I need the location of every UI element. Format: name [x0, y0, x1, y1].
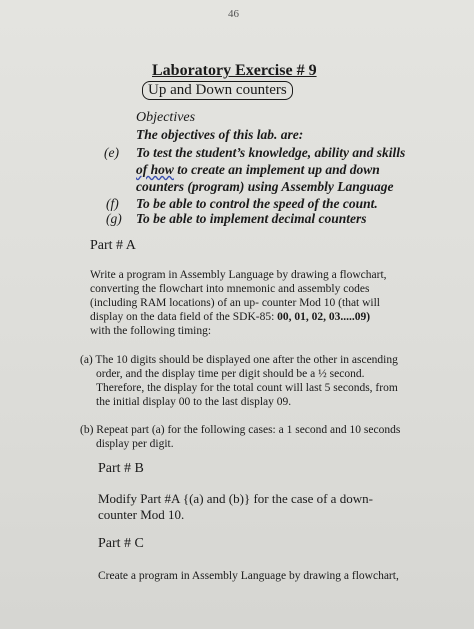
part-a-line-5: with the following timing: — [90, 325, 212, 337]
objective-e-line-3: counters (program) using Assembly Language — [136, 179, 394, 194]
part-a-line-1: Write a program in Assembly Language by drawing a flowchart, — [90, 269, 387, 281]
part-a-display-sequence: 00, 01, 02, 03.....09) — [277, 311, 371, 323]
part-a-heading: Part # A — [90, 238, 136, 253]
part-a-a-line-2: order, and the display time per digit should be a ½ second. — [96, 368, 365, 380]
part-a-line-3: (including RAM locations) of an up- counter Mod 10 (that will — [90, 297, 381, 309]
page-number: 46 — [228, 8, 239, 20]
page-subtitle: Up and Down counters — [142, 81, 293, 100]
objectives-heading: Objectives — [136, 110, 196, 125]
page-title: Laboratory Exercise # 9 — [152, 62, 317, 79]
part-a-line-4-text: display on the data field of the SDK-85: — [90, 311, 275, 323]
part-b-heading: Part # B — [98, 461, 144, 476]
part-a-b-line-2: display per digit. — [96, 438, 174, 450]
handwritten-correction: of how — [136, 162, 174, 177]
objective-marker-e: (e) — [104, 145, 119, 160]
part-b-line-1: Modify Part #A {(a) and (b)} for the case of a down- — [98, 491, 373, 506]
part-a-line-2: converting the flowchart into mnemonic and assembly codes — [90, 283, 370, 295]
part-a-line-4 — [90, 310, 370, 324]
objective-f-line: To be able to control the speed of the count. — [136, 196, 378, 211]
objective-e-line-1: To test the student’s knowledge, ability and skills — [136, 145, 406, 160]
part-a-b-line-1: (b) Repeat part (a) for the following cases: a 1 second and 10 seconds — [80, 424, 401, 436]
objectives-intro: The objectives of this lab. are: — [136, 127, 304, 142]
objective-marker-f: (f) — [106, 196, 119, 211]
part-a-a-line-4: the initial display 00 to the last display 09. — [96, 396, 292, 408]
objective-g-line: To be able to implement decimal counters — [136, 211, 367, 226]
objective-e-line-2: of how to create an implement up and down — [136, 162, 380, 177]
objective-marker-g: (g) — [106, 211, 122, 226]
part-c-line-1: Create a program in Assembly Language by drawing a flowchart, — [98, 570, 399, 582]
part-a-a-line-3: Therefore, the display for the total count will last 5 seconds, from — [96, 382, 398, 394]
part-a-a-line-1: (a) The 10 digits should be displayed one after the other in ascending — [80, 354, 398, 366]
part-b-line-2: counter Mod 10. — [98, 507, 185, 522]
part-c-heading: Part # C — [98, 536, 144, 551]
